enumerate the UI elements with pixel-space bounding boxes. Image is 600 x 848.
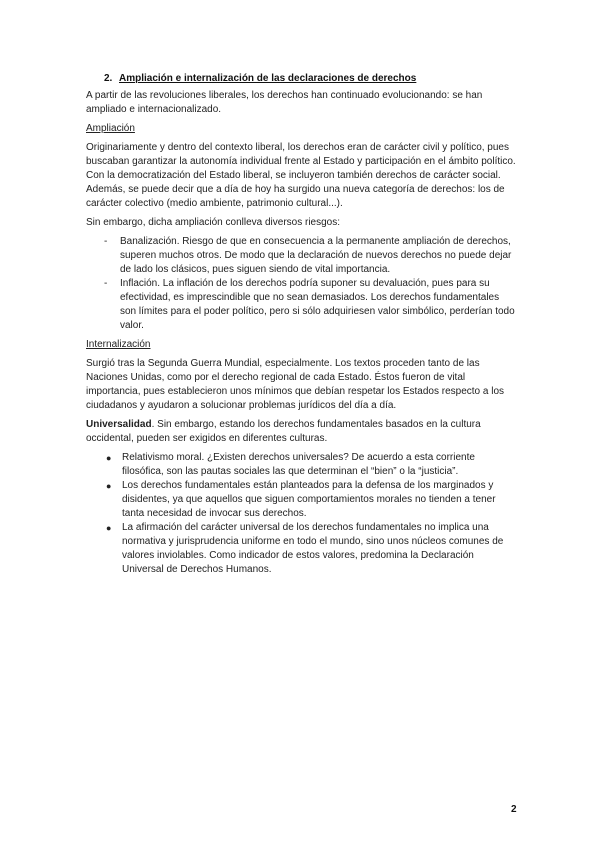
- internalizacion-paragraph-1: Surgió tras la Segunda Guerra Mundial, especialmente. Los textos proceden tanto de las Naciones Unidas, como por el derecho regional de cada Estado. Éstos fueron de vital importancia, pues establecieron unos mínimos que debían respetar los Estados respecto a los ciudadanos y ayudaron a solucionar problemas jurídicos del día a día.: [86, 358, 505, 411]
- list-item: [86, 521, 518, 577]
- universalidad-text: . Sin embargo, estando los derechos fundamentales basados en la cultura occidental, pueden ser exigidos en diferentes culturas.: [86, 419, 481, 444]
- list-item: [86, 451, 518, 479]
- bullet-marker: ●: [106, 481, 112, 491]
- bullet-marker: ●: [106, 523, 112, 533]
- internalizacion-heading: Internalización: [86, 339, 151, 350]
- bullet-relativismo: Relativismo moral. ¿Existen derechos universales? De acuerdo a esta corriente filosófica, son las pautas sociales las que determinan el “bien” o la “justicia”.: [122, 452, 475, 477]
- dash-marker: -: [104, 236, 108, 247]
- universalidad-label: Universalidad: [86, 419, 152, 430]
- section-heading: [104, 72, 518, 86]
- risks-list: [86, 235, 518, 333]
- risk-banalizacion: Banalización. Riesgo de que en consecuencia a la permanente ampliación de derechos, superen muchos otros. De modo que la declaración de nuevos derechos no puede dejar de lado los clásicos, pues siguen siendo de vital importancia.: [120, 236, 512, 275]
- page-number: 2: [511, 804, 517, 815]
- section-intro: A partir de las revoluciones liberales, los derechos han continuado evolucionando: se han ampliado e internacionalizado.: [86, 90, 483, 115]
- dash-marker: -: [104, 278, 108, 289]
- section-number: 2.: [104, 73, 113, 84]
- list-item: [86, 479, 518, 521]
- ampliacion-paragraph-1: Originariamente y dentro del contexto liberal, los derechos eran de carácter civil y político, pues buscaban garantizar la autonomía individual frente al Estado y participación en el ámbito político. Con la democratización del Estado liberal, se incluyeron también derechos de carácter social. Además, se puede decir que a día de hoy ha surgido una nueva categoría de derechos: los de carácter colectivo (medio ambiente, patrimonio cultural...).: [86, 142, 516, 209]
- universalidad-list: [86, 451, 518, 577]
- ampliacion-paragraph-2: Sin embargo, dicha ampliación conlleva diversos riesgos:: [86, 217, 341, 228]
- risk-inflacion: Inflación. La inflación de los derechos podría suponer su devaluación, pues para su efectividad, es imprescindible que no sean demasiados. Los derechos fundamentales son límites para el poder político, pero si sólo adquiriesen valor simbólico, perderían todo valor.: [120, 278, 515, 331]
- universalidad-paragraph: [86, 418, 518, 446]
- bullet-marginados: Los derechos fundamentales están planteados para la defensa de los marginados y disidentes, ya que aquellos que siguen comportamientos morales no tienden a tener tanta necesidad de invocar sus derechos.: [122, 480, 496, 519]
- bullet-marker: ●: [106, 453, 112, 463]
- ampliacion-heading: Ampliación: [86, 123, 135, 134]
- list-item: [86, 235, 518, 277]
- section-title: Ampliación e internalización de las declaraciones de derechos: [119, 73, 417, 84]
- list-item: [86, 277, 518, 333]
- document-page: [86, 72, 518, 577]
- bullet-afirmacion: La afirmación del carácter universal de los derechos fundamentales no implica una normativa y jurisprudencia uniforme en todo el mundo, sino unos núcleos comunes de valores inviolables. Como indicador de estos valores, predomina la Declaración Universal de Derechos Humanos.: [122, 522, 504, 575]
